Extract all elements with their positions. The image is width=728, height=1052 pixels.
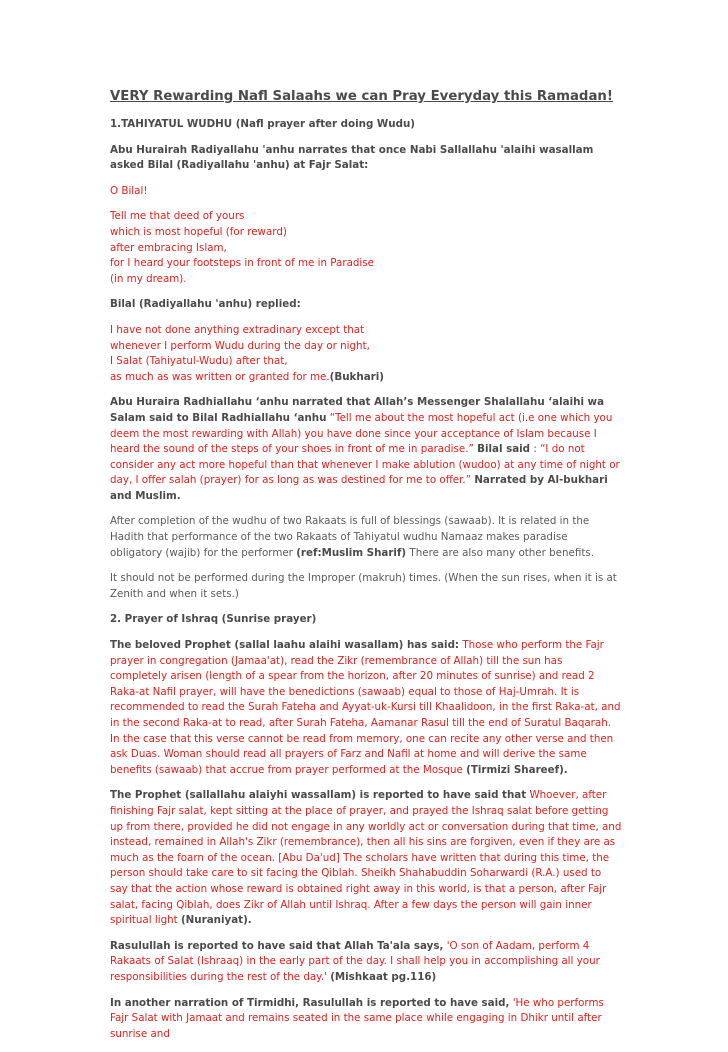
quote-line: for I heard your footsteps in front of me in Paradise	[110, 257, 374, 270]
reply-quote	[110, 323, 622, 385]
ishraq-paragraph-3	[110, 939, 622, 986]
reply-line: I Salat (Tahiyatul-Wudu) after that,	[110, 355, 288, 368]
benefits-ref: (ref:Muslim Sharif)	[296, 546, 407, 559]
ishraq-3-ref: (Mishkaat pg.116)	[330, 970, 437, 983]
quote-line: which is most hopeful (for reward)	[110, 225, 287, 238]
reply-line: as much as was written or granted for me.	[110, 370, 330, 383]
bilal-said: Bilal said	[477, 443, 531, 456]
hadith-question: “Tell me about the most hopeful act (i.e one which you deem the most rewarding with Allah) you have done since your acceptance of Islam because I heard the sound of the steps of your shoes in front of me in paradise.”	[110, 411, 613, 456]
ishraq-1-text: Those who perform the Fajr prayer in congregation (Jamaa'at), read the Zikr (remembrance of Allah) till the sun has completely arisen (length of a spear from the horizon, after 20 minutes of sunrise) and read 2 Raka-at Nafil prayer, will have the benedictions (sawaab) equal to those of Haj-Umrah. It is recommended to read the Surah Fateha and Ayyat-uk-Kursi till Khaalidoon, in the first Raka-at, and in the second Raka-at to read, after Surah Fateha, Aamanar Rasul till the end of Suratul Baqarah. In the case that this verse cannot be read from memory, one can recite any other verse and then ask Duas. Woman should read all prayers of Farz and Nafil at home and will derive the same benefits (sawaab) that accrue from prayer performed at the Mosque	[110, 639, 621, 776]
bilal-answer: “I do not consider any act more hopeful than that whenever I make ablution (wudoo) at any time of night or day, I offer salah (prayer) for as long as was destined for me to offer.”	[110, 443, 620, 487]
ishraq-paragraph-4	[110, 996, 622, 1043]
section-1-heading: 1.TAHIYATUL WUDHU (Nafl prayer after doing Wudu)	[110, 118, 415, 130]
makruh-paragraph: It should not be performed during the Improper (makruh) times. (When the sun rises, when it is at Zenith and when it sets.)	[110, 572, 617, 600]
ishraq-paragraph-2	[110, 788, 622, 928]
ishraq-3-narrator: Rasulullah is reported to have said that Allah Ta'ala says,	[110, 939, 444, 952]
reply-line: whenever I perform Wudu during the day or night,	[110, 339, 370, 352]
colon: :	[530, 443, 541, 456]
quote-line: Tell me that deed of yours	[110, 210, 245, 223]
quote-line: (in my dream).	[110, 272, 187, 285]
ishraq-1-narrator: The beloved Prophet (sallal laahu alaihi wasallam) has said:	[110, 639, 460, 652]
section-1-intro: Abu Hurairah Radiyallahu 'anhu narrates that once Nabi Sallallahu 'alaihi wasallam asked Bilal (Radiyallahu 'anhu) at Fajr Salat:	[110, 143, 594, 172]
quote-line: after embracing Islam,	[110, 241, 227, 254]
reply-line: I have not done anything extradinary except that	[110, 323, 365, 336]
ishraq-2-narrator: The Prophet (sallallahu alaiyhi wassallam) is reported to have said that	[110, 789, 527, 802]
document-body	[110, 88, 622, 1052]
ishraq-4-text: 'He who performs Fajr Salat with Jamaat and remains seated in the same place while engaging in Dhikr until after sunrise and	[110, 996, 604, 1040]
benefits-tail: There are also many other benefits.	[406, 546, 595, 559]
quote-question	[110, 209, 622, 287]
quote-o-bilal: O Bilal!	[110, 184, 148, 197]
hadith-narrator: Abu Huraira Radhiallahu ‘anhu narrated that Allah’s Messenger Shalallahu ‘alaihi wa Salam said to Bilal Radhiallahu ‘anhu	[110, 396, 605, 424]
ishraq-4-narrator: In another narration of Tirmidhi, Rasulullah is reported to have said,	[110, 996, 510, 1009]
hadith-paragraph	[110, 395, 622, 504]
ishraq-paragraph-1	[110, 638, 622, 778]
reply-intro: Bilal (Radiyallahu 'anhu) replied:	[110, 298, 301, 311]
document-title: VERY Rewarding Nafl Salaahs we can Pray Everyday this Ramadan!	[110, 89, 613, 104]
section-2-heading: 2. Prayer of Ishraq (Sunrise prayer)	[110, 613, 317, 626]
hadith-source: Narrated by Al-bukhari and Muslim.	[110, 474, 608, 502]
benefits-text: After completion of the wudhu of two Rakaats is full of blessings (sawaab). It is related in the Hadith that performance of the two Rakaats of Tahiyatul wudhu Namaaz makes paradise obligatory (wajib) for the performer	[110, 515, 590, 559]
wudhu-benefits-paragraph	[110, 514, 622, 561]
ishraq-2-text: Whoever, after finishing Fajr salat, kept sitting at the place of prayer, and prayed the Ishraq salat before getting up from there, provided he did not engage in any worldly act or conversation during that time, and instead, remained in Allah's Zikr (remembrance), then all his sins are forgiven, even if they are as much as the foarn of the ocean. [Abu Da'ud] The scholars have written that during this time, the person should take care to sit facing the Qiblah. Sheikh Shahabuddin Soharwardi (R.A.) used to say that the action whose reward is obtained right away in this world, is that a person, after Fajr salat, facing Qiblah, does Zikr of Allah until Ishraq. After a few days the person will gain inner spiritual light	[110, 789, 622, 927]
ishraq-3-text: 'O son of Aadam, perform 4 Rakaats of Salat (Ishraaq) in the early part of the day. I shall help you in accomplishing all your responsibilities during the rest of the day.'	[110, 939, 600, 983]
reply-source: (Bukhari)	[329, 370, 384, 383]
ishraq-1-ref: (Tirmizi Shareef).	[466, 763, 568, 776]
ishraq-2-ref: (Nuraniyat).	[180, 914, 252, 927]
